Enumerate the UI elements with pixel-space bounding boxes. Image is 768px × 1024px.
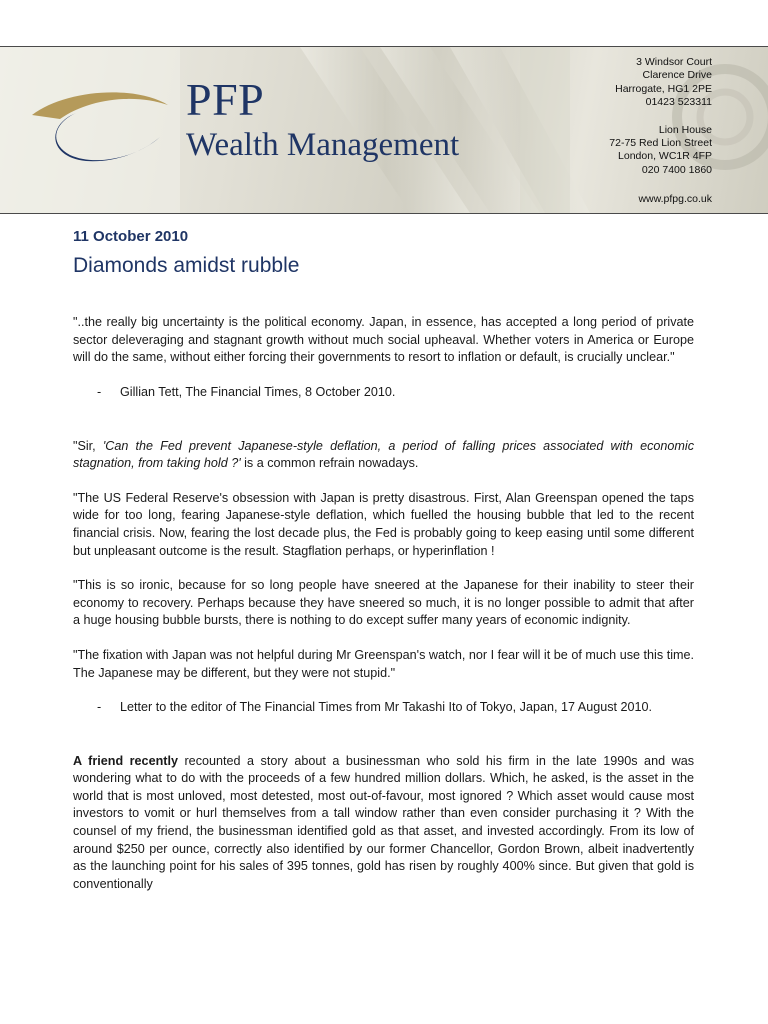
letter-paragraph-1	[73, 438, 694, 473]
pfp-swoosh-logo-icon	[26, 85, 176, 175]
office2-phone: 020 7400 1860	[641, 163, 712, 176]
office-addresses	[609, 56, 712, 177]
website-link[interactable]: www.pfpg.co.uk	[638, 193, 712, 205]
company-logo-text	[186, 74, 460, 163]
office2-line1: Lion House	[658, 123, 712, 136]
letter-p1-italic: 'Can the Fed prevent Japanese-style deflation, a period of falling prices associated with economic stagnation, from taking hold ?'	[73, 438, 694, 471]
article-title: Diamonds amidst rubble	[73, 253, 300, 277]
attribution-dash: -	[97, 384, 102, 399]
article-date: 11 October 2010	[73, 228, 189, 245]
body-paragraph	[73, 753, 694, 894]
logo-pfp: PFP	[186, 74, 265, 125]
office2-line2: 72-75 Red Lion Street	[609, 137, 712, 150]
letterhead-banner	[0, 46, 768, 214]
attribution-text: Letter to the editor of The Financial Times from Mr Takashi Ito of Tokyo, Japan, 17 August 2010.	[120, 700, 653, 715]
office1-phone: 01423 523311	[645, 96, 712, 109]
body-lead: A friend recently	[73, 753, 178, 768]
article-body	[73, 228, 694, 893]
letter-p1-start: "Sir,	[73, 438, 103, 453]
logo-wealth-management: Wealth Management	[186, 127, 460, 163]
quote-attribution	[73, 384, 694, 402]
body-text: recounted a story about a businessman who sold his firm in the late 1990s and was wondering what to do with the proceeds of a few hundred million dollars. Which, he asked, is the asset in the world that is most unloved, most detested, most out-of-favour, most ignored ? Which asset would cause most investors to vomit or hurl themselves from a tall window rather than even consider purchasing it ? With the counsel of my friend, the businessman identified gold as that asset, and invested accordingly. From its low of around $250 per ounce, correctly also identified by our former Chancellor, Gordon Brown, albeit inadvertently as the launching point for his sales of 395 tonnes, gold has risen by roughly 400% since. But given that gold is conventionally	[73, 753, 694, 891]
attribution-dash: -	[97, 700, 102, 715]
office1-line2: Clarence Drive	[642, 69, 712, 82]
office1-line3: Harrogate, HG1 2PE	[615, 82, 712, 95]
letter-paragraph-4: "The fixation with Japan was not helpful during Mr Greenspan's watch, nor I fear will it be of much use this time. The Japanese may be different, but they were not stupid."	[73, 647, 694, 680]
attribution-text: Gillian Tett, The Financial Times, 8 October 2010.	[120, 384, 396, 399]
letter-paragraph-3: "This is so ironic, because for so long people have sneered at the Japanese for their inability to steer their economy to recovery. Perhaps because they have sneered so much, it is no longer possible to admit that after a huge housing bubble bursts, there is nothing to do except suffer many years of economic indignity.	[73, 578, 694, 628]
office1-line1: 3 Windsor Court	[636, 56, 712, 68]
quote-paragraph: "..the really big uncertainty is the political economy. Japan, in essence, has accepted a long period of private sector deleveraging and stagnant growth without much social upheaval. Whether voters in America or Europe will do the same, without either forcing their governments to resort to inflation or default, is crucially unclear."	[73, 315, 694, 365]
office2-line3: London, WC1R 4FP	[618, 150, 712, 163]
letter-paragraph-2: "The US Federal Reserve's obsession with Japan is pretty disastrous. First, Alan Greenspan opened the taps wide for too long, fearing Japanese-style deflation, which fuelled the housing bubble that led to the recent financial crisis. Now, fearing the lost decade plus, the Fed is probably going to keep easing until some different but unpleasant outcome is the result. Stagflation perhaps, or hyperinflation !	[73, 490, 694, 558]
letter-attribution	[73, 699, 694, 717]
letter-p1-end: is a common refrain nowadays.	[240, 456, 419, 471]
